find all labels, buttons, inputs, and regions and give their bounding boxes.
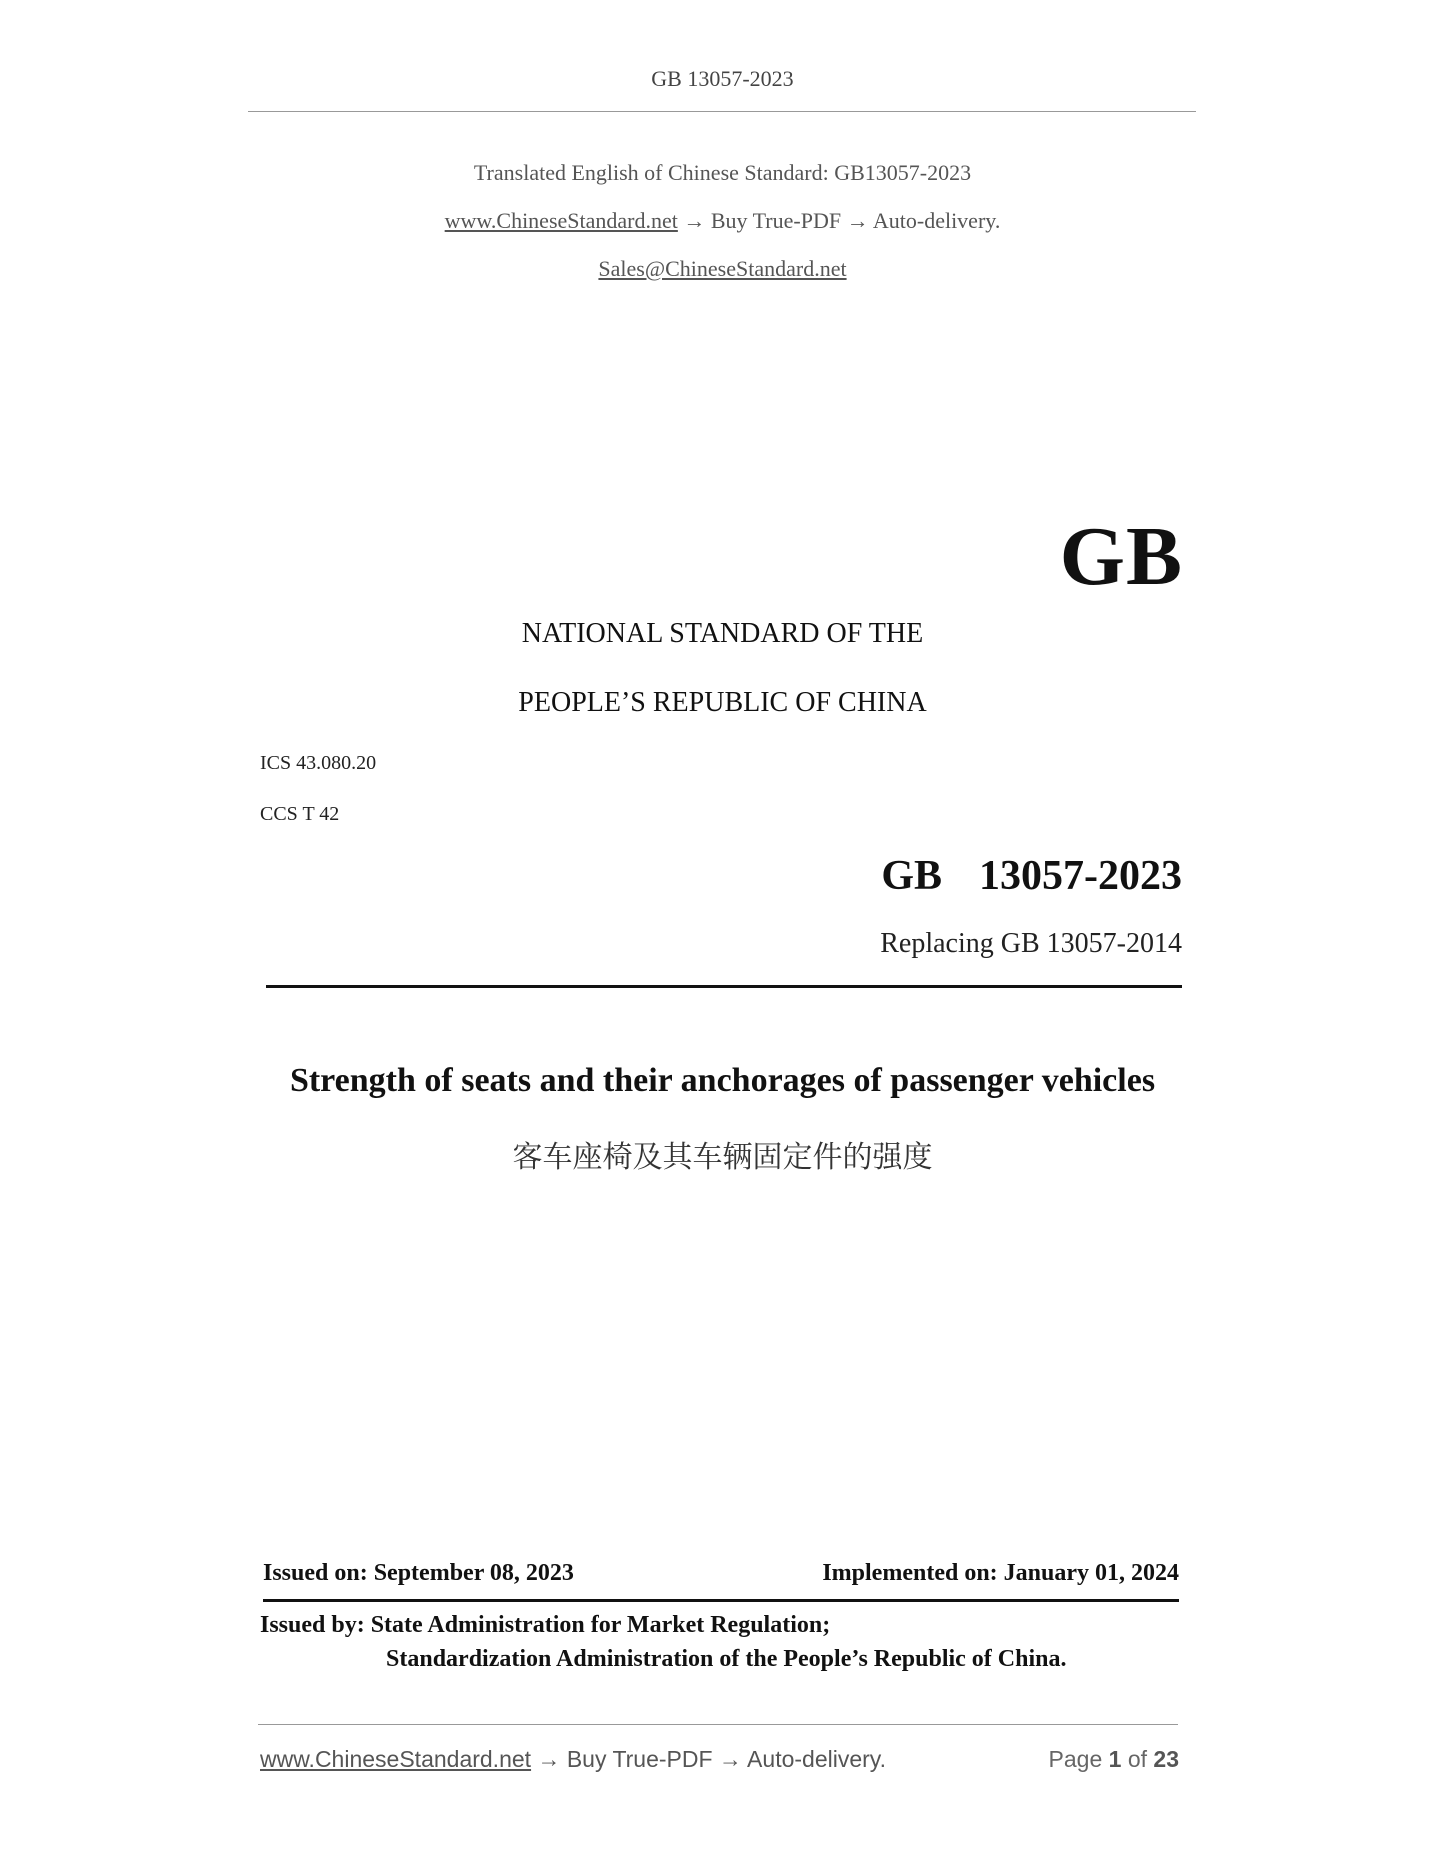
promo-link-line — [0, 208, 1445, 234]
gb-logo: GB — [1059, 510, 1183, 603]
promo-email-line — [0, 256, 1445, 282]
national-standard-line-1: NATIONAL STANDARD OF THE — [521, 618, 924, 649]
footer-promo — [260, 1746, 886, 1773]
title-divider — [266, 985, 1182, 988]
page-label: Page — [1048, 1746, 1103, 1772]
document-title-zh: 客车座椅及其车辆固定件的强度 — [512, 1140, 933, 1175]
page-current: 1 — [1108, 1746, 1122, 1772]
ccs-code: CCS T 42 — [260, 803, 340, 825]
page-indicator — [1049, 1746, 1179, 1773]
header-divider — [248, 111, 1196, 112]
replacing-standard: Replacing GB 13057-2014 — [880, 928, 1182, 959]
issued-by-line-2: Standardization Administration of the People’s Republic of China. — [386, 1646, 1067, 1672]
issued-by-line-1: Issued by: State Administration for Market Regulation; — [260, 1612, 831, 1638]
promo-line: Translated English of Chinese Standard: GB13057-2023 — [473, 160, 972, 185]
page-total: 23 — [1153, 1746, 1179, 1772]
dates-divider — [263, 1599, 1179, 1602]
implemented-on-date: Implemented on: January 01, 2024 — [822, 1560, 1179, 1586]
running-header: GB 13057-2023 — [651, 66, 794, 91]
ics-code: ICS 43.080.20 — [260, 752, 377, 774]
footer-site-link[interactable]: www.ChineseStandard.net — [260, 1746, 532, 1772]
national-standard-line-2: PEOPLE’S REPUBLIC OF CHINA — [518, 687, 927, 718]
document-title-en: Strength of seats and their anchorages of passenger vehicles — [289, 1062, 1156, 1099]
promo-suffix: → Buy True-PDF → Auto-delivery. — [677, 208, 1001, 233]
standard-number: GB 13057-2023 — [881, 853, 1182, 899]
email-link[interactable]: Sales@ChineseStandard.net — [598, 256, 847, 281]
issued-on-date: Issued on: September 08, 2023 — [263, 1560, 574, 1586]
footer-suffix: → Buy True-PDF → Auto-delivery. — [531, 1746, 886, 1772]
page-of: of — [1127, 1746, 1148, 1772]
site-link[interactable]: www.ChineseStandard.net — [444, 208, 678, 233]
footer-divider — [258, 1724, 1178, 1725]
